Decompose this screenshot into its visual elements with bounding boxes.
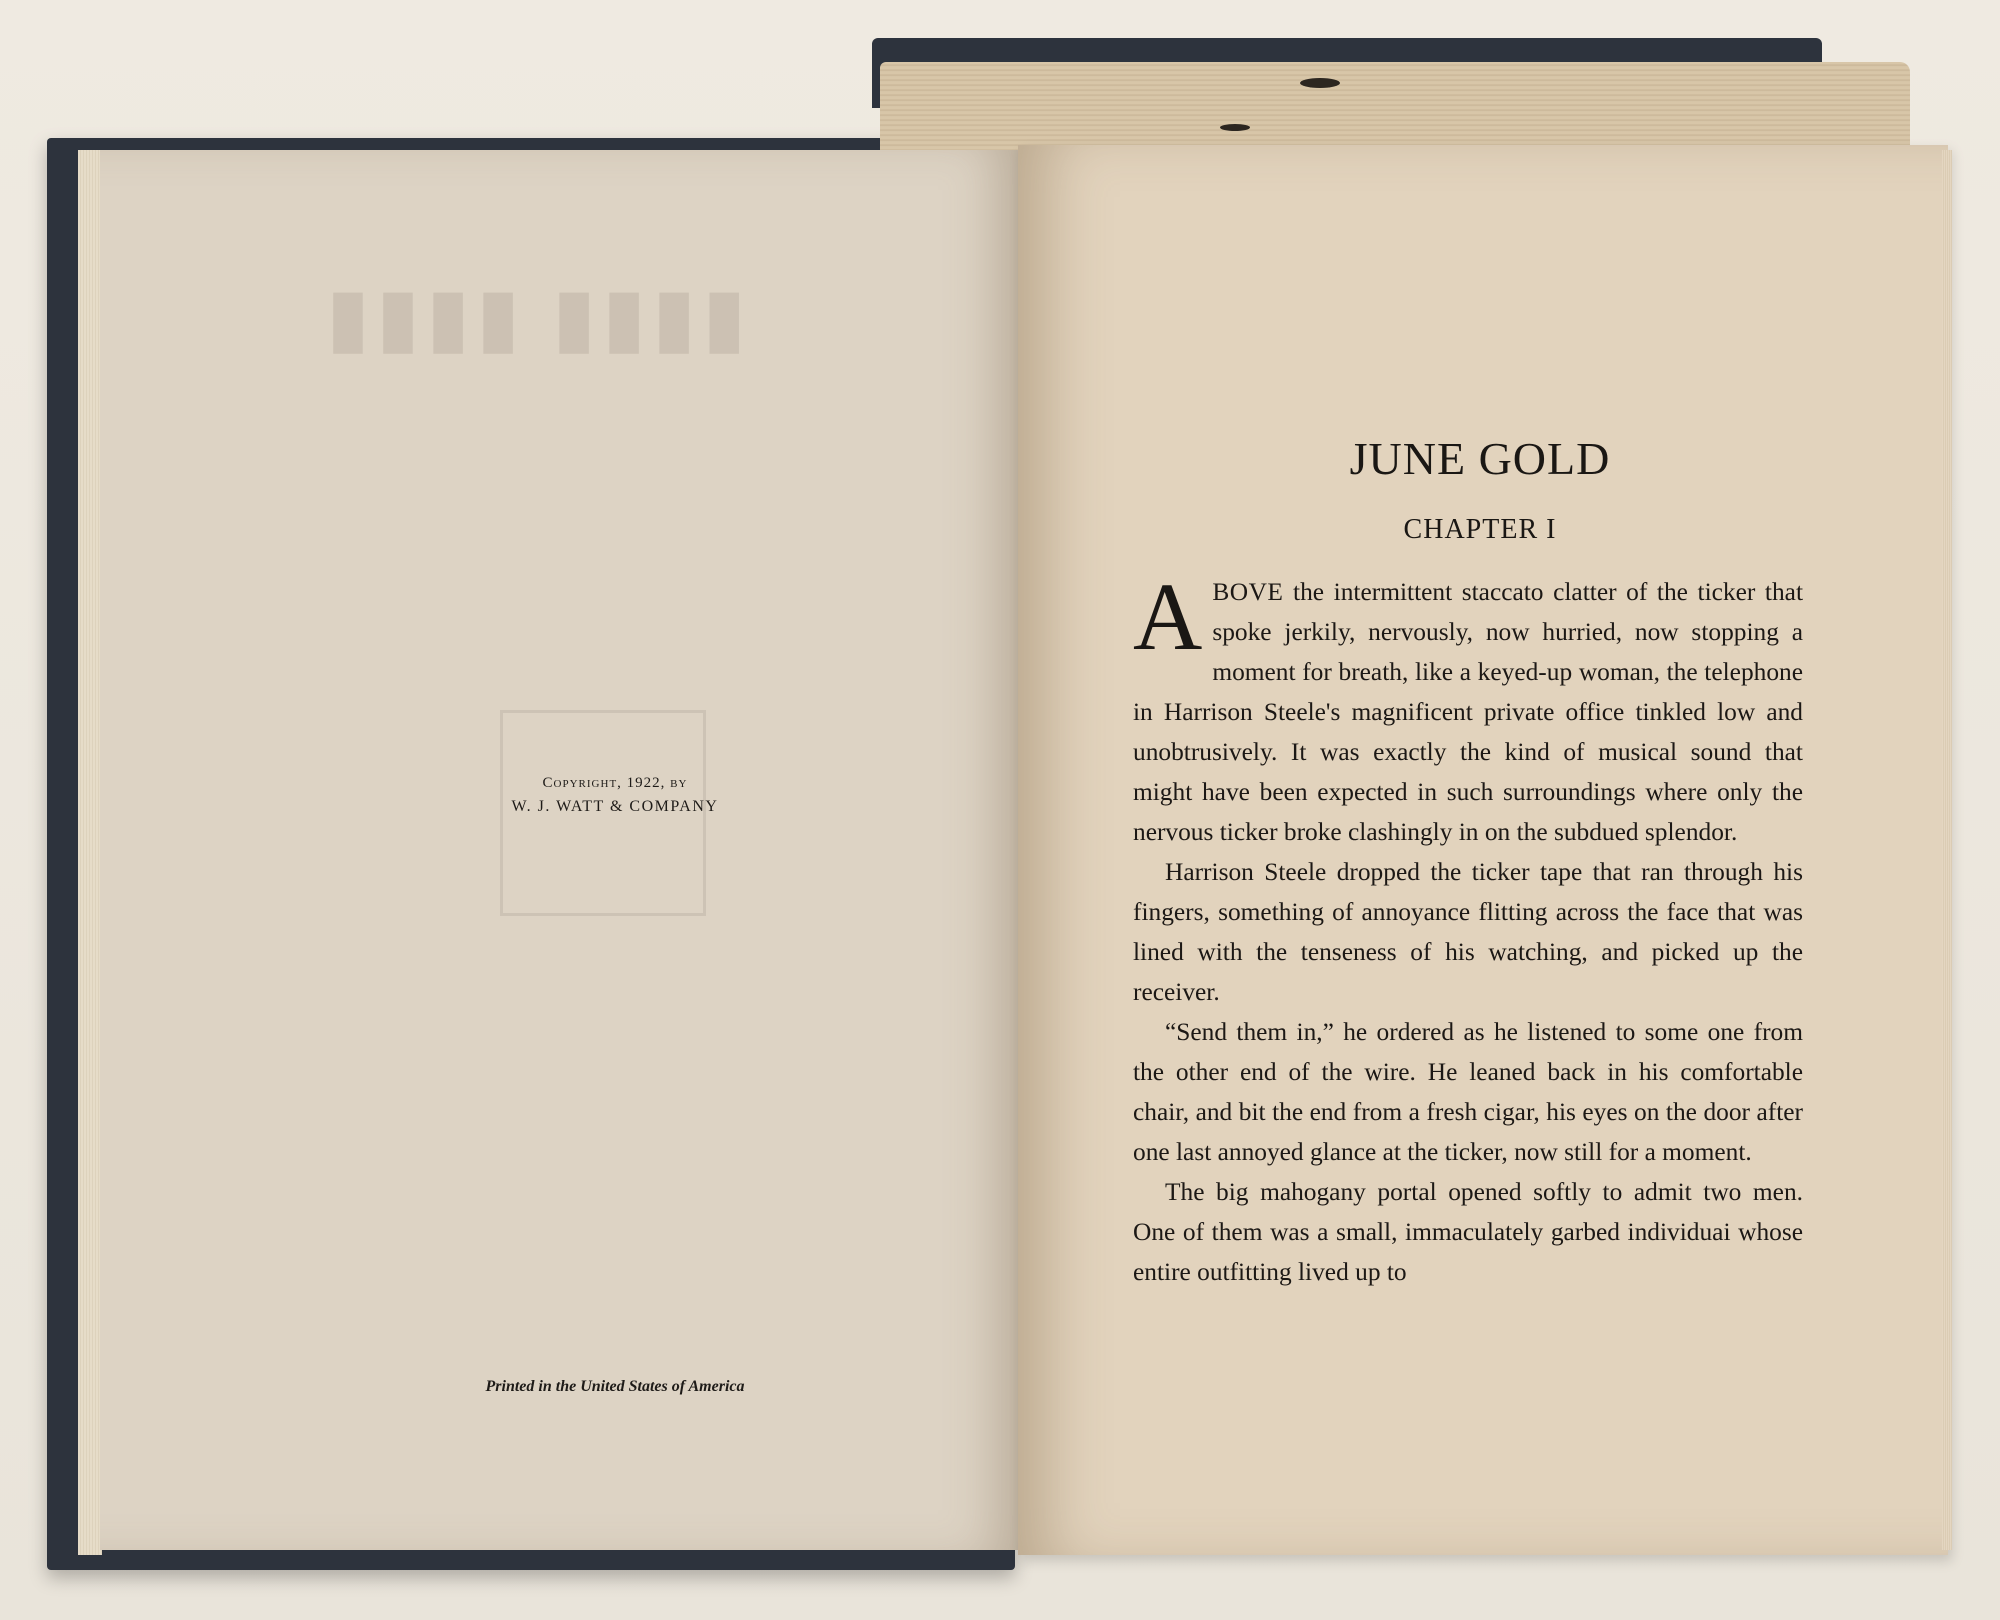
copyright-block [380, 772, 850, 820]
paragraph: The big mahogany portal opened softly to admit two men. One of them was a small, immaculately garbed individuai whose entire outfitting lived up to [1133, 1178, 1803, 1286]
right-page-edges [1942, 150, 1952, 1550]
paragraph: “Send them in,” he ordered as he listened to some one from the other end of the wire. He leaned back in his comfortable chair, and bit the end from a fresh cigar, his eyes on the door after one last annoyed glance at the ticker, now still for a moment. [1133, 1018, 1803, 1166]
printed-in-line: Printed in the United States of America [485, 1378, 745, 1395]
chapter-title: CHAPTER I [1403, 514, 1557, 545]
chapter-body [1133, 563, 1803, 1292]
paragraph-text: the intermittent staccato clatter of the ticker that spoke jerkily, nervously, now hurried, now stopping a moment for breath, like a keyed-up woman, the telephone in Harrison Steele's magnificent private office tinkled low and unobtrusively. It was exactly the kind of musical sound that might have been expected in such surroundings where only the nervous ticker broke clashingly in on the subdued splendor. [1133, 578, 1803, 846]
left-page-edges [78, 150, 102, 1555]
copyright-line: Copyright, 1922, by [542, 775, 688, 791]
publisher-line: W. J. WATT & COMPANY [511, 798, 719, 815]
stain-spot [1220, 124, 1250, 131]
stain-spot [1300, 78, 1340, 88]
drop-cap: A [1133, 563, 1203, 670]
first-word: BOVE [1212, 578, 1284, 606]
left-page [100, 150, 1018, 1550]
book-title: JUNE GOLD [1349, 433, 1611, 484]
bleed-through: ▮▮▮▮ ▮▮▮▮ [320, 274, 747, 362]
paragraph [1133, 563, 1803, 852]
paragraph: Harrison Steele dropped the ticker tape that ran through his fingers, something of annoyance flitting across the face that was lined with the tenseness of his watching, and picked up the receiver. [1133, 858, 1803, 1006]
